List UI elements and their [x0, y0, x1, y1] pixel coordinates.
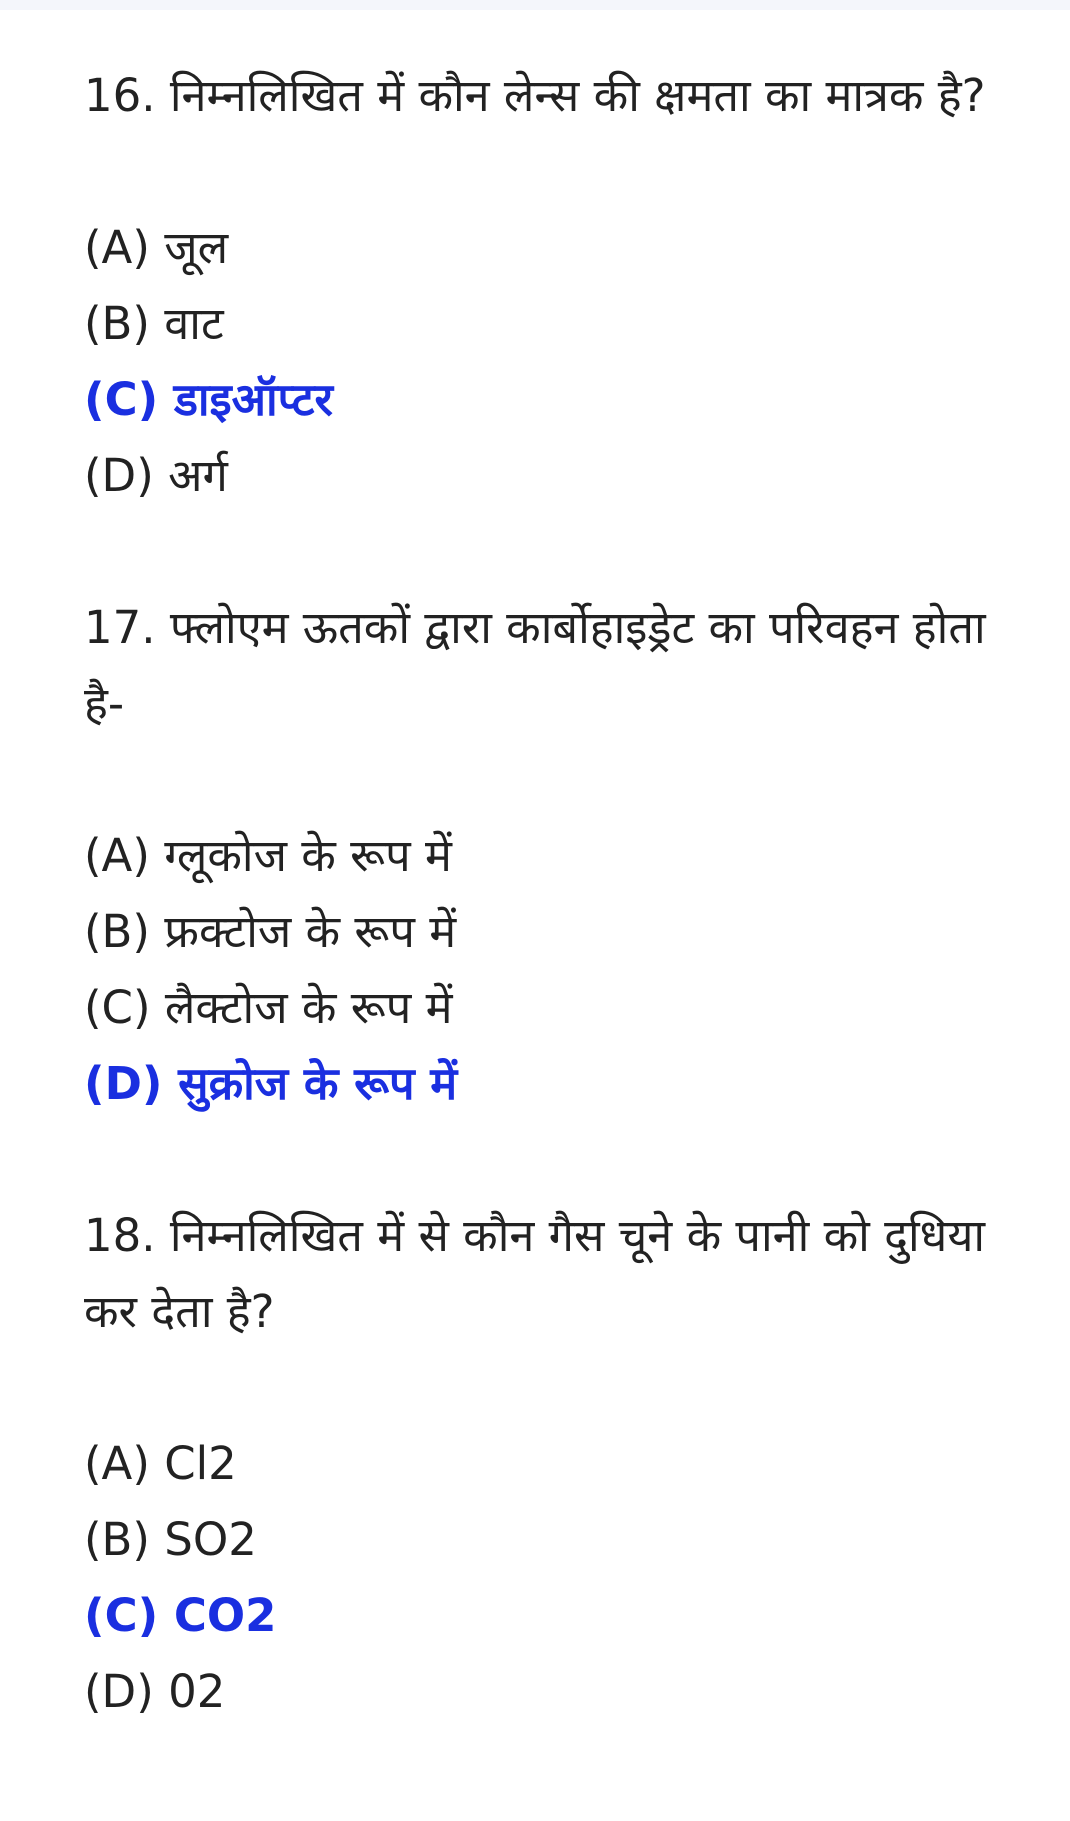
question-16: [84, 58, 1004, 514]
option-list: [84, 818, 1004, 1122]
option-b: (B) SO2: [84, 1513, 257, 1566]
question-text: 18. निम्नलिखित में से कौन गैस चूने के पानी को दुधिया कर देता है?: [84, 1209, 986, 1338]
question-text: 17. फ्लोएम ऊतकों द्वारा कार्बोहाइड्रेट का परिवहन होता है-: [84, 601, 986, 730]
question-18: [84, 1198, 1004, 1730]
question-spacer: [84, 514, 1004, 590]
option-c-correct: (C) डाइऑप्टर: [84, 373, 333, 426]
option-d-correct: (D) सुक्रोज के रूप में: [84, 1057, 458, 1110]
option-a: (A) जूल: [84, 221, 229, 274]
question-text: 16. निम्नलिखित में कौन लेन्स की क्षमता का मात्रक है?: [84, 69, 986, 122]
quiz-content: [84, 58, 1004, 1730]
option-a: (A) Cl2: [84, 1437, 237, 1490]
question-spacer: [84, 1122, 1004, 1198]
option-d: (D) अर्ग: [84, 449, 228, 502]
option-list: [84, 1426, 1004, 1730]
option-d: (D) 02: [84, 1665, 226, 1718]
option-list: [84, 210, 1004, 514]
option-a: (A) ग्लूकोज के रूप में: [84, 829, 452, 882]
option-c-correct: (C) CO2: [84, 1589, 277, 1642]
option-b: (B) फ्रक्टोज के रूप में: [84, 905, 457, 958]
top-strip: [0, 0, 1070, 10]
option-c: (C) लैक्टोज के रूप में: [84, 981, 453, 1034]
option-b: (B) वाट: [84, 297, 224, 350]
question-17: [84, 590, 1004, 1122]
